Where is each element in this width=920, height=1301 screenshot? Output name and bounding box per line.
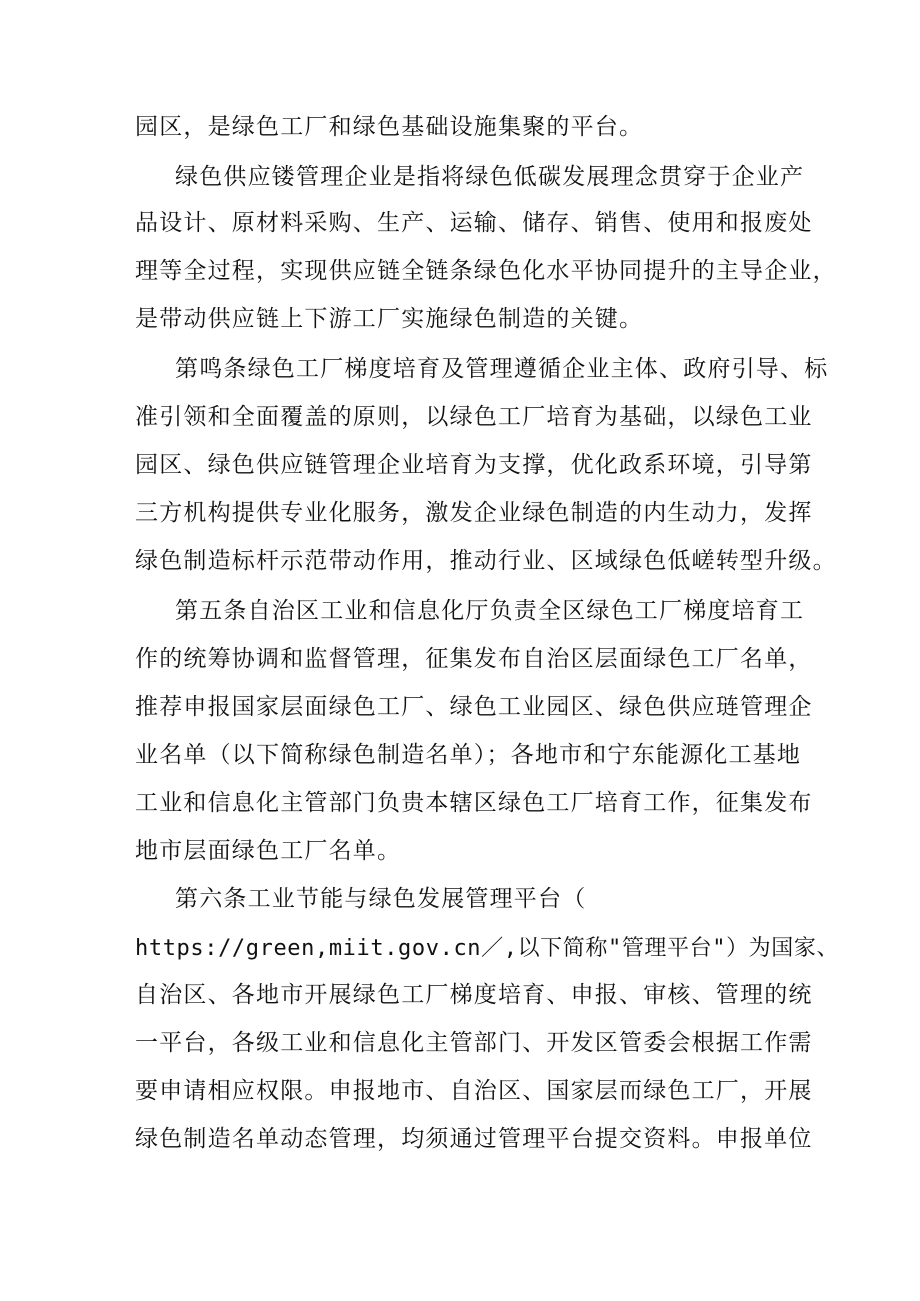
text-line-5: 是带动供应链上下游工厂实施绿色制造的关键。 bbox=[135, 306, 644, 332]
text-line-9: 三方机构提供专业化服务，激发企业绿色制造的内生动力，发挥 bbox=[135, 500, 813, 526]
text-line-3: 品设计、原材料采购、生产、运输、储存、销售、使用和报废处 bbox=[135, 210, 813, 236]
text-line-12: 作的统筹协调和监督管理，征集发布自治区层面绿色工厂名单， bbox=[135, 646, 813, 672]
text-line-14: 业名单（以下简称绿色制造名单）；各地市和宁东能源化工基地 bbox=[135, 742, 802, 768]
text-line-15: 工业和信息化主管部门负贵本辖区绿色工厂培育工作，征集发布 bbox=[135, 790, 813, 816]
text-line-19: 自治区、各地市开展绿色工厂梯度培育、申报、审核、管理的统 bbox=[135, 982, 813, 1008]
text-line-21: 要申请相应权限。申报地市、自治区、国家层而绿色工厂，开展 bbox=[135, 1078, 813, 1104]
text-line-4: 理等全过程，实现供应链全链条绿色化水平协同提升的主导企业， bbox=[135, 258, 837, 284]
text-line-2: 绿色供应镂管理企业是指将绿色低碳发展理念贯穿于企业产 bbox=[175, 164, 805, 190]
text-line-11: 第五条自治区工业和信息化厅负责全区绿色工厂梯度培育工 bbox=[175, 598, 805, 624]
text-line-20: 一平台，各级工业和信息化主管部门、开发区管委会根据工作需 bbox=[135, 1030, 813, 1056]
text-line-6: 第鸣条绿色工厂梯度培育及管理遵循企业主体、政府引导、标 bbox=[175, 356, 829, 382]
text-line-18: https://green,miit.gov.cn／,以下简称"管理平台"）为国家、 bbox=[135, 936, 840, 961]
text-line-17: 第六条工业节能与绿色发展管理平台（ bbox=[175, 886, 587, 912]
text-line-8: 园区、绿色供应链管理企业培育为支撑，优化政系环境，引导第 bbox=[135, 452, 813, 478]
text-line-16: 地市层面绿色工厂名单。 bbox=[135, 838, 402, 864]
text-line-10: 绿色制造标杆示范带动作用，推动行业、区域绿色低嵯转型升级。 bbox=[135, 548, 837, 574]
text-line-22: 绿色制造名单动态管理，均须通过管理平台提交资料。申报单位 bbox=[135, 1126, 813, 1152]
text-line-7: 准引领和全面覆盖的原则，以绿色工厂培育为基础，以绿色工业 bbox=[135, 404, 813, 430]
text-line-13: 推荐申报国家层面绿色工厂、绿色工业园区、绿色供应琏管理企 bbox=[135, 694, 813, 720]
text-line-1: 园区，是绿色工厂和绿色基础设施集聚的平台。 bbox=[135, 114, 644, 140]
